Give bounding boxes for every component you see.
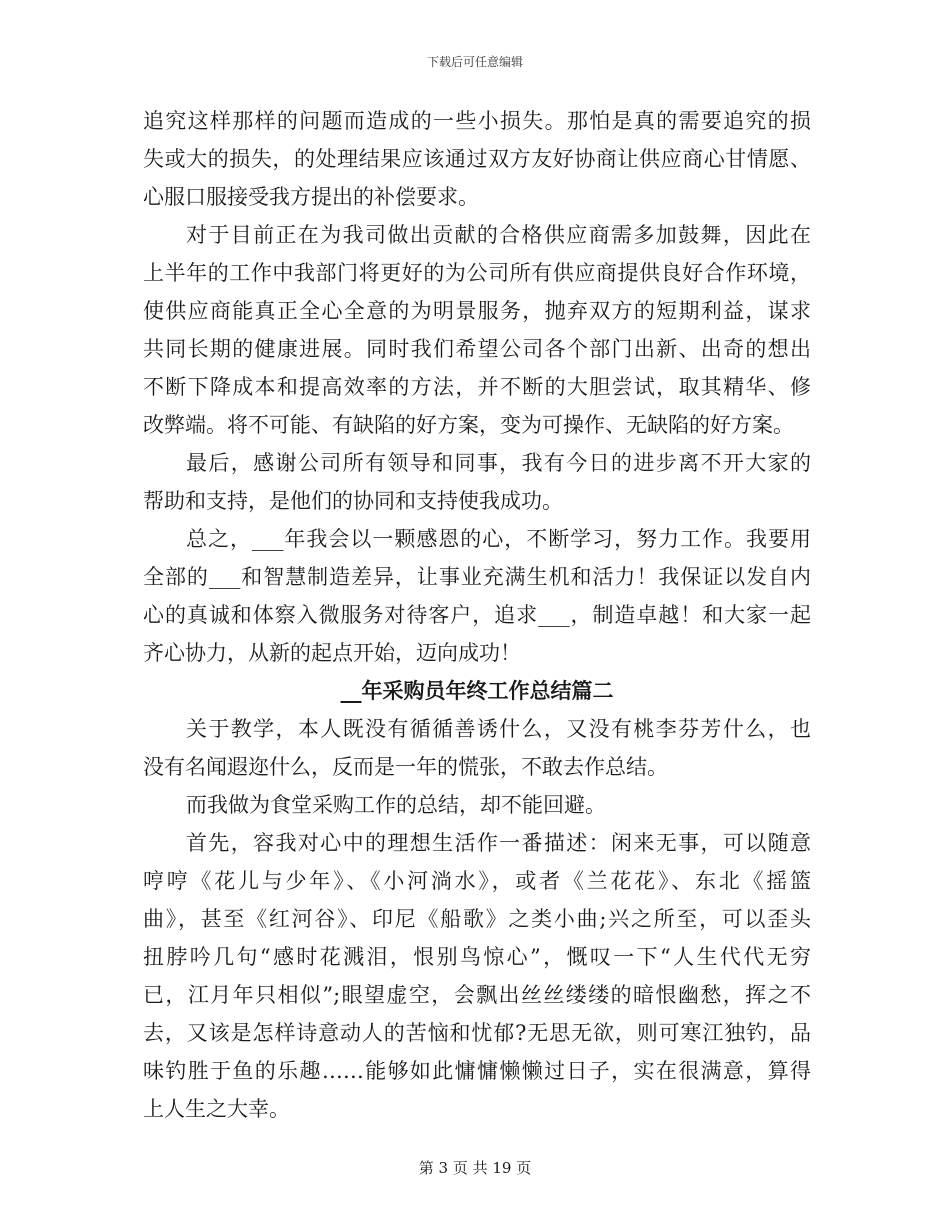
page-footer: 第 3 页 共 19 页 (418, 1159, 532, 1177)
text-line: 上人生之大幸。 (143, 1097, 290, 1121)
text-line: 曲》，甚至《红河谷》、印尼《船歌》之类小曲;兴之所至，可以歪头 (143, 907, 811, 931)
text-line: 去，又该是怎样诗意动人的苦恼和忧郁?无思无欲，则可寒江独钓，品 (143, 1021, 811, 1045)
text-line: 没有名闻遐迩什么，反而是一年的慌张，不敢去作总结。 (143, 755, 668, 779)
text-line: 不断下降成本和提高效率的方法，并不断的大胆尝试，取其精华、修 (143, 375, 811, 399)
document-body (143, 102, 811, 1128)
text-line: 味钓胜于鱼的乐趣……能够如此慵慵懒懒过日子，实在很满意，算得 (143, 1059, 811, 1083)
page-header: 下载后可任意编辑 (426, 55, 523, 69)
text-line: 已，江月年只相似”;眼望虚空，会飘出丝丝缕缕的暗恨幽愁，挥之不 (143, 983, 811, 1007)
text-line: 齐心协力，从新的起点开始，迈向成功！ (143, 641, 521, 665)
text-line: 共同长期的健康进展。同时我们希望公司各个部门出新、出奇的想出 (143, 337, 811, 361)
text-line: 帮助和支持，是他们的协同和支持使我成功。 (143, 489, 563, 513)
section-one (143, 102, 811, 672)
section-two (143, 710, 811, 1128)
text-line: 而我做为食堂采购工作的总结，却不能回避。 (186, 793, 606, 817)
text-line: 关于教学，本人既没有循循善诱什么，又没有桃李芬芳什么，也 (186, 717, 811, 741)
text-line: 最后，感谢公司所有领导和同事，我有今日的进步离不开大家的 (186, 451, 811, 475)
text-line: 使供应商能真正全心全意的为明景服务，抛弃双方的短期利益，谋求 (143, 299, 811, 323)
text-line: 首先，容我对心中的理想生活作一番描述：闲来无事，可以随意 (186, 831, 811, 855)
text-line: 总之，___年我会以一颗感恩的心，不断学习，努力工作。我要用 (186, 527, 811, 551)
text-line: 心的真诚和体察入微服务对待客户，追求___，制造卓越！和大家一起 (143, 603, 811, 627)
text-line: 上半年的工作中我部门将更好的为公司所有供应商提供良好合作环境， (143, 261, 811, 285)
text-line: 全部的___和智慧制造差异，让事业充满生机和活力！我保证以发自内 (143, 565, 811, 589)
text-line: 哼哼《花儿与少年》、《小河淌水》，或者《兰花花》、东北《摇篮 (143, 869, 811, 893)
section-heading: __年采购员年终工作总结篇二 (340, 678, 614, 703)
text-line: 对于目前正在为我司做出贡献的合格供应商需多加鼓舞，因此在 (186, 223, 811, 247)
text-line: 心服口服接受我方提出的补偿要求。 (143, 185, 479, 209)
text-line: 改弊端。将不可能、有缺陷的好方案，变为可操作、无缺陷的好方案。 (143, 413, 794, 437)
text-line: 追究这样那样的问题而造成的一些小损失。那怕是真的需要追究的损 (143, 109, 811, 133)
text-line: 失或大的损失，的处理结果应该通过双方友好协商让供应商心甘情愿、 (143, 147, 811, 171)
text-line: 扭脖吟几句“感时花溅泪，恨别鸟惊心”，慨叹一下“人生代代无穷 (143, 945, 811, 969)
